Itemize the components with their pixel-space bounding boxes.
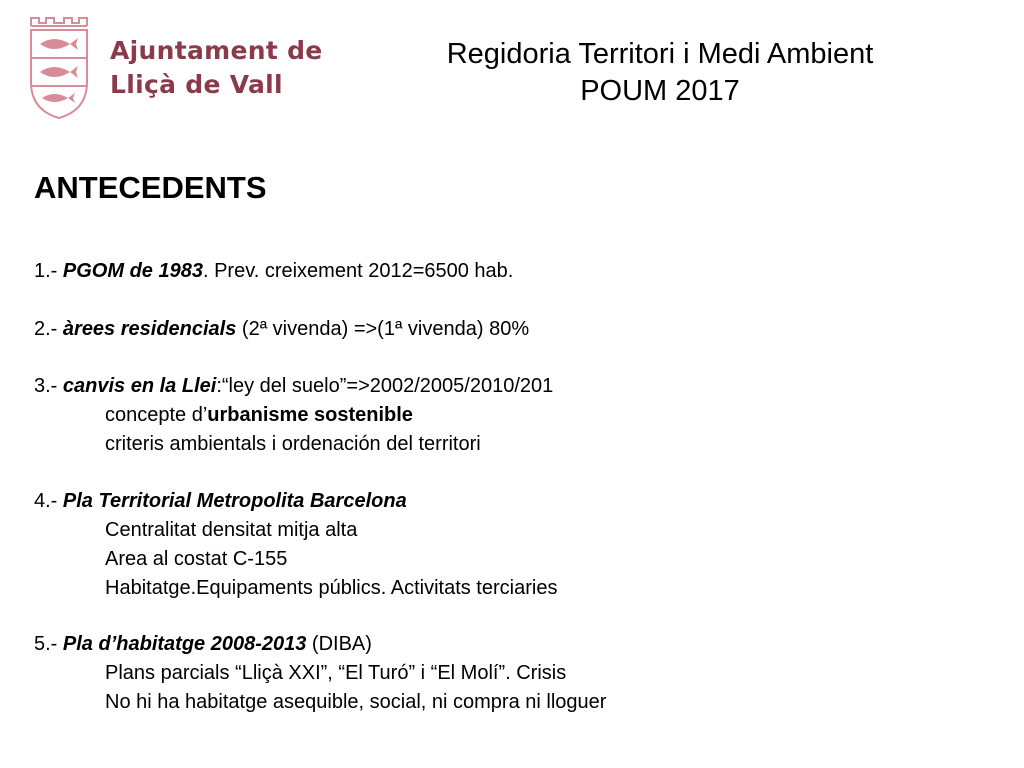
item-line: [34, 315, 529, 344]
item-topic: canvis en la Llei: [62, 375, 217, 397]
municipality-name-line2: Lliçà de Vall: [110, 70, 283, 99]
item-subline: No hi ha habitatge asequible, social, ni compra ni lloguer: [105, 691, 607, 713]
slide-heading: ANTECEDENTS: [34, 170, 267, 205]
slide-header: [380, 36, 940, 110]
item-topic: Pla Territorial Metropolita Barcelona: [62, 490, 407, 512]
plan-title: POUM 2017: [580, 75, 740, 107]
item-number: 5.-: [34, 633, 58, 655]
item-topic: PGOM de 1983: [62, 260, 203, 282]
list-item: [34, 487, 557, 603]
list-item: [34, 257, 513, 286]
item-line: [34, 630, 606, 659]
municipality-name: [110, 34, 323, 102]
item-text: (2ª vivenda) =>(1ª vivenda) 80%: [236, 318, 530, 340]
coat-of-arms-icon: [26, 14, 92, 120]
item-number: 1.-: [34, 260, 58, 282]
item-subline: criteris ambientals i ordenación del territori: [105, 433, 481, 455]
item-subline: Centralitat densitat mitja alta: [105, 519, 358, 541]
item-subline: [34, 401, 553, 430]
item-number: 2.-: [34, 318, 58, 340]
item-line: [34, 257, 513, 286]
subline-text: concepte d’: [105, 404, 208, 426]
item-number: 3.-: [34, 375, 58, 397]
item-subline: Habitatge.Equipaments públics. Activitats terciaries: [105, 577, 558, 599]
item-subline: Area al costat C-155: [105, 548, 288, 570]
item-topic: àrees residencials: [62, 318, 237, 340]
item-text: . Prev. creixement 2012=6500 hab.: [202, 260, 514, 282]
item-topic: Pla d’habitatge 2008-2013: [62, 633, 307, 655]
municipality-logo: [26, 14, 323, 124]
list-item: [34, 630, 606, 717]
item-number: 4.-: [34, 490, 58, 512]
municipality-name-line1: Ajuntament de: [110, 36, 323, 65]
item-text: :“ley del suelo”=>2002/2005/2010/201: [216, 375, 554, 397]
item-text: (DIBA): [306, 633, 372, 655]
item-subline: Plans parcials “Lliçà XXI”, “El Turó” i “El Molí”. Crisis: [105, 662, 567, 684]
list-item: [34, 372, 553, 459]
department-title: Regidoria Territori i Medi Ambient: [446, 38, 874, 70]
list-item: [34, 315, 529, 344]
item-line: [34, 372, 553, 401]
item-line: [34, 487, 557, 516]
subline-emphasis: urbanisme sostenible: [207, 404, 413, 426]
